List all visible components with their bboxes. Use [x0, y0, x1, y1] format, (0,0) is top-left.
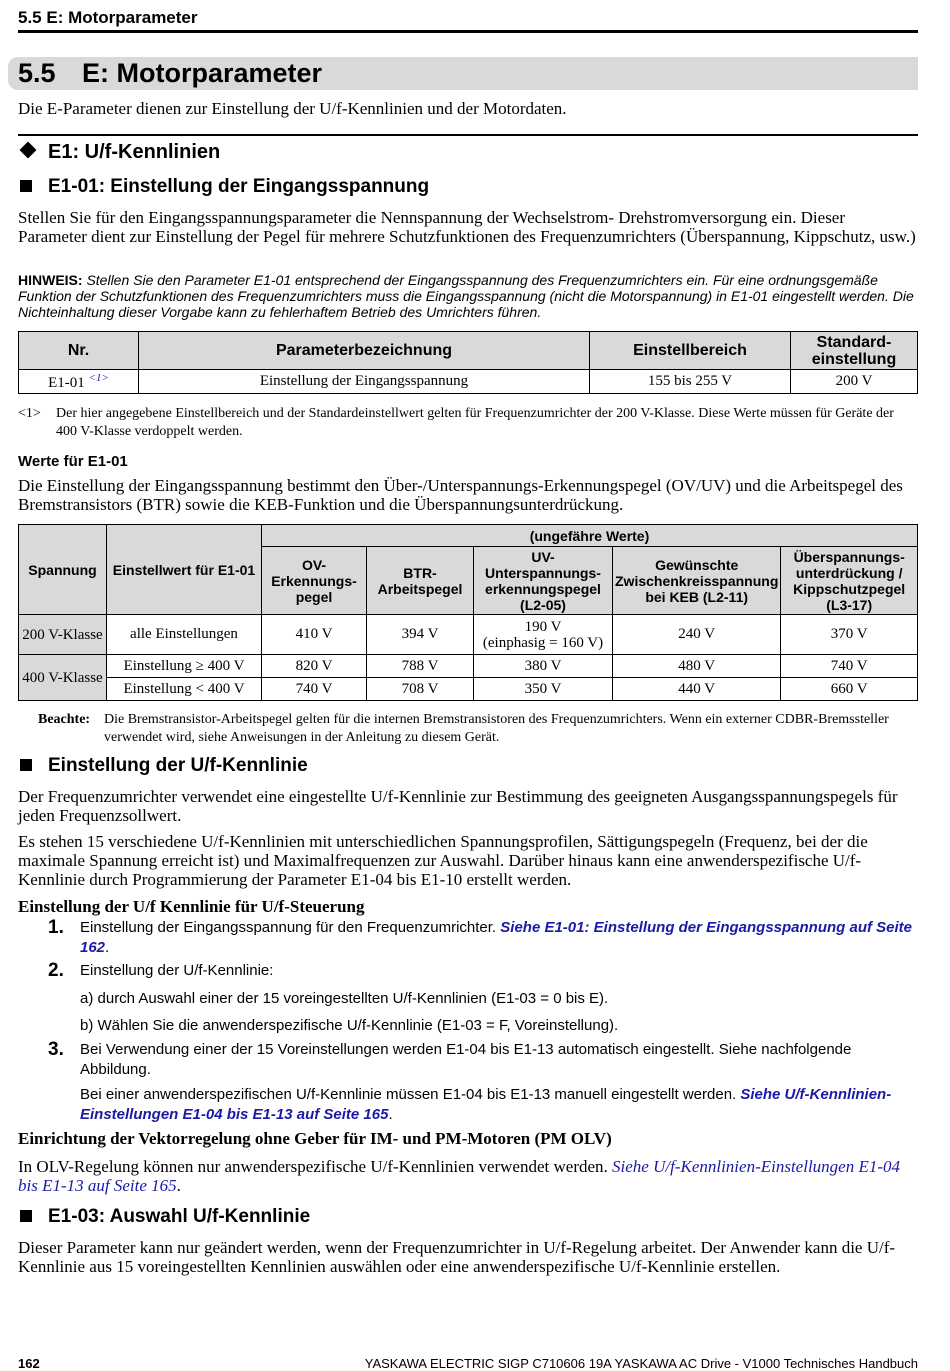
table-cell: 400 V-Klasse [19, 655, 107, 701]
uf-subheading-2: Einrichtung der Vektorregelung ohne Geber für IM- und PM-Motoren (PM OLV) [18, 1129, 612, 1148]
table-row [19, 678, 918, 701]
uf-subheading-1: Einstellung der U/f Kennlinie für U/f-Steuerung [18, 897, 365, 916]
list-item [48, 989, 918, 1009]
table-row [19, 655, 918, 678]
uv-value: 190 V [524, 618, 562, 635]
table-cell: 200 V [791, 370, 918, 394]
step-body: Bei einer anwenderspezifischen U/f-Kennlinie müssen E1-04 bis E1-13 manuell eingestellt werden. [80, 1086, 741, 1103]
table-cell: 380 V [474, 655, 613, 678]
uf-paragraph-2: Es stehen 15 verschiedene U/f-Kennlinien mit unterschiedlichen Spannungsprofilen, Sättigungspegeln (Frequenz, bei der die maximale Spannung erreicht ist) und Maximalfrequenzen zur Auswahl. Darüber hinaus kann eine anwenderspezifische U/f-Kennlinie durch Programmierung der Parameter E1-04 bis E1-10 erstellt werden. [18, 832, 868, 889]
table-row [19, 615, 918, 655]
heading-uf-setting [18, 755, 308, 777]
table-cell: 820 V [262, 655, 367, 678]
section-title [18, 57, 322, 90]
table-row [19, 370, 918, 394]
table-cell: 440 V [613, 678, 781, 701]
heading-e1-01-text: E1-01: Einstellung der Eingangsspannung [48, 176, 430, 197]
footnote-ref-link[interactable]: <1> [88, 371, 109, 384]
table-header: OV-Erkennungs-pegel [262, 547, 367, 615]
uv-value-single-phase: (einphasig = 160 V) [482, 634, 604, 651]
list-item [48, 1016, 918, 1036]
table-cell: 410 V [262, 615, 367, 655]
step-option-b: b) Wählen Sie die anwenderspezifische U/f-Kennlinie (E1-03 = F, Voreinstellung). [80, 1017, 619, 1034]
table-header: Nr. [19, 332, 139, 370]
e1-01-table [18, 331, 918, 394]
table-cell: Einstellung < 400 V [107, 678, 262, 701]
table-cell: 788 V [367, 655, 474, 678]
table-header: Überspannungs-unterdrückung / Kippschutzpegel (L3-17) [781, 547, 918, 615]
beachte-label: Beachte: [38, 712, 91, 727]
beachte-text: Die Bremstransistor-Arbeitspegel gelten für die internen Bremstransistoren des Frequenzumrichters. Wenn ein externer CDBR-Bremssteller verwendet wird, siehe Anweisungen in der Anleitung zu diesem Gerät. [104, 712, 889, 745]
heading-e1 [18, 141, 220, 164]
step-option-a: a) durch Auswahl einer der 15 voreingestellten U/f-Kennlinien (E1-03 = 0 bis E). [80, 990, 609, 1007]
heading-uf-setting-text: Einstellung der U/f-Kennlinie [48, 755, 308, 776]
list-item [48, 1040, 918, 1080]
olv-text: In OLV-Regelung können nur anwenderspezifische U/f-Kennlinien verwendet werden. [18, 1157, 613, 1176]
running-head: 5.5 E: Motorparameter [18, 8, 918, 33]
table-cell [474, 615, 613, 655]
e1-01-paragraph: Stellen Sie für den Eingangsspannungsparameter die Nennspannung der Wechselstrom- Drehstromversorgung ein. Dieser Parameter dient zur Einstellung der Pegel für mehrere Schutzfunktionen des Frequenzumrichters (Überspannung, Kippschutz, usw.) [18, 208, 916, 246]
hinweis-label: HINWEIS: [18, 272, 83, 288]
heading-e1-01 [18, 176, 429, 198]
page-link[interactable]: Siehe E1-01: Einstellung der Eingangsspannung auf Seite 162 [80, 919, 913, 956]
page-number: 162 [18, 1356, 40, 1371]
section-number: 5.5 [18, 58, 56, 88]
table-cell: Einstellung der Eingangsspannung [139, 370, 590, 394]
table-header: Einstellwert für E1-01 [107, 525, 262, 615]
table-header: Einstellbereich [590, 332, 791, 370]
beachte-note [18, 711, 918, 747]
hinweis-text: Stellen Sie den Parameter E1-01 entsprechend der Eingangsspannung des Frequenzumrichters ein. Für eine ordnungsgemäße Funktion der Schutzfunktionen des Frequenzumrichters muss die Eingangsspannung (nicht die Motorspannung) in E1-01 eingestellt werden. Die Nichteinhaltung dieser Vorgabe kann zu fehlerhaftem Betrieb des Umrichters führen. [18, 272, 914, 320]
step-tail: . [105, 939, 110, 956]
werte-paragraph: Die Einstellung der Eingangsspannung bestimmt den Über-/Unterspannungs-Erkennungspegel (OV/UV) und die Arbeitspegel des Bremstransistors (BTR) sowie die KEB-Funktion und die Überspannungsunterdrückung. [18, 476, 903, 514]
step-tail: . [388, 1106, 393, 1123]
footnote-text: Der hier angegebene Einstellbereich und der Standardeinstellwert gelten für Frequenzumrichter der 200 V-Klasse. Diese Werte müssen für Geräte der 400 V-Klasse verdoppelt werden. [56, 406, 894, 439]
step-text: Bei Verwendung einer der 15 Voreinstellungen werden E1-04 bis E1-13 automatisch eingestellt. Siehe nachfolgende Abbildung. [80, 1041, 852, 1078]
page-footer [18, 1356, 918, 1371]
e1-03-paragraph: Dieser Parameter kann nur geändert werden, wenn der Frequenzumrichter in U/f-Regelung arbeitet. Der Anwender kann die U/f-Kennlinie aus 15 voreingestellten Kennlinien auswählen oder eine anwenderspezifische U/f-Kennlinie erstellen. [18, 1238, 896, 1276]
square-bullet-icon [20, 759, 32, 771]
step-number: 2. [48, 960, 64, 981]
table-cell: 708 V [367, 678, 474, 701]
table-cell: 370 V [781, 615, 918, 655]
werte-table [18, 524, 918, 701]
table-header: BTR-Arbeitspegel [367, 547, 474, 615]
heading-e1-03-text: E1-03: Auswahl U/f-Kennlinie [48, 1206, 311, 1227]
olv-paragraph [18, 1157, 918, 1195]
list-item [48, 961, 918, 981]
table-cell: 740 V [781, 655, 918, 678]
divider [18, 134, 918, 136]
uf-paragraph-1: Der Frequenzumrichter verwendet eine eingestellte U/f-Kennlinie zur Bestimmung des geeigneten Ausgangsspannungspegels für jeden Frequenzsollwert. [18, 787, 898, 825]
heading-e1-03 [18, 1206, 310, 1228]
intro-text: Die E-Parameter dienen zur Einstellung der U/f-Kennlinien und der Motordaten. [18, 99, 567, 118]
footer-text: YASKAWA ELECTRIC SIGP C710606 19A YASKAWA AC Drive - V1000 Technisches Handbuch [364, 1356, 918, 1371]
param-number: E1-01 [48, 374, 85, 391]
hinweis-note [18, 272, 918, 320]
table-cell: 155 bis 255 V [590, 370, 791, 394]
section-title-text: E: Motorparameter [82, 58, 323, 88]
table-cell: Einstellung ≥ 400 V [107, 655, 262, 678]
step-number: 3. [48, 1039, 64, 1060]
page-link[interactable]: Siehe U/f-Kennlinien-Einstellungen E1-04 bis E1-13 auf Seite 165 [18, 1157, 901, 1195]
list-item [48, 918, 918, 958]
step-number: 1. [48, 917, 64, 938]
heading-e1-text: E1: U/f-Kennlinien [48, 141, 221, 163]
olv-tail: . [176, 1176, 181, 1195]
table-cell: 200 V-Klasse [19, 615, 107, 655]
table-header: Spannung [19, 525, 107, 615]
page-link[interactable]: Siehe U/f-Kennlinien-Einstellungen E1-04 bis E1-13 auf Seite 165 [80, 1086, 892, 1123]
table-cell: 480 V [613, 655, 781, 678]
footnote-mark: <1> [18, 406, 41, 421]
table-cell [19, 370, 139, 394]
square-bullet-icon [20, 180, 32, 192]
step-body: Einstellung der Eingangsspannung für den Frequenzumrichter. [80, 919, 501, 936]
footnote [18, 405, 918, 441]
step-text: Einstellung der U/f-Kennlinie: [80, 962, 274, 979]
table-header: (ungefähre Werte) [262, 525, 918, 547]
square-bullet-icon [20, 1210, 32, 1222]
step-text [80, 1085, 918, 1125]
diamond-bullet-icon [20, 142, 37, 159]
step-text [80, 918, 918, 958]
table-header: Parameterbezeichnung [139, 332, 590, 370]
werte-heading: Werte für E1-01 [18, 453, 128, 470]
table-cell: 740 V [262, 678, 367, 701]
table-header: Standard-einstellung [791, 332, 918, 370]
table-cell: alle Einstellungen [107, 615, 262, 655]
list-item [48, 1085, 918, 1125]
table-cell: 394 V [367, 615, 474, 655]
table-header: UV-Unterspannungs-erkennungspegel (L2-05) [474, 547, 613, 615]
table-cell: 240 V [613, 615, 781, 655]
table-cell: 660 V [781, 678, 918, 701]
table-cell: 350 V [474, 678, 613, 701]
table-header: Gewünschte Zwischenkreisspannung bei KEB (L2-11) [613, 547, 781, 615]
